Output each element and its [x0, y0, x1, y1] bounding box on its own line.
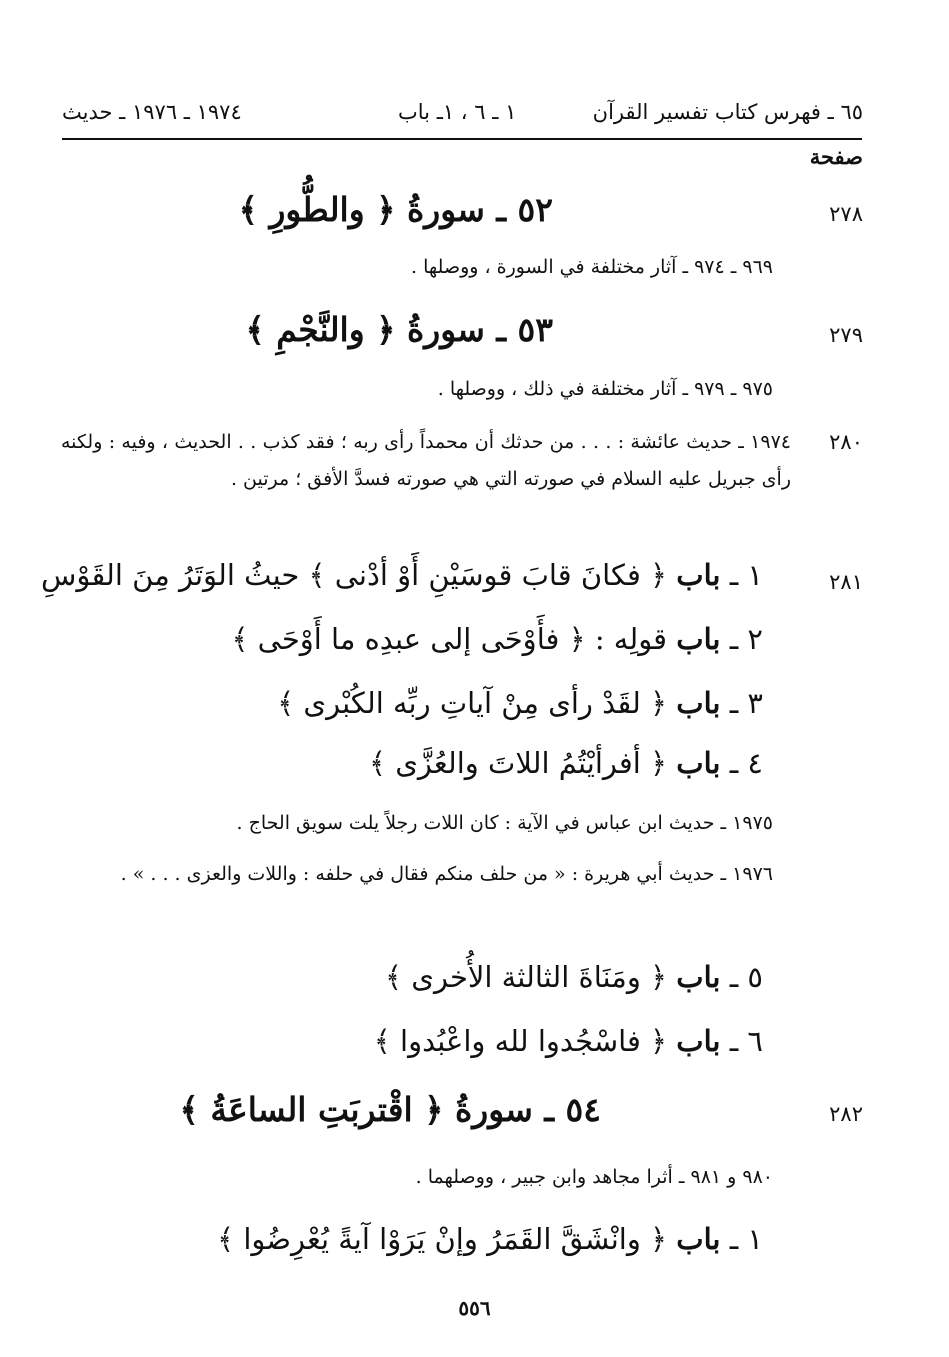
entry-text: ٩٦٩ ـ ٩٧٤ ـ آثار مختلفة في السورة ، ووصلها . — [411, 256, 773, 278]
bab-entry — [385, 960, 763, 994]
bab-word: باب — [676, 558, 721, 592]
bab-number: ١ ـ — [729, 558, 763, 592]
bab-number: ٥ ـ — [729, 960, 763, 994]
bab-entry — [217, 1222, 763, 1256]
bab-number: ٣ ـ — [729, 686, 763, 720]
bab-text: قولِه : ﴿ فأَوْحَى إلى عبدِه ما أَوْحَى ﴾ — [231, 622, 668, 656]
page-column-heading: صفحة — [809, 144, 863, 169]
bab-word: باب — [676, 1024, 721, 1058]
page-number-ref: ٢٨٠ — [829, 430, 863, 454]
bab-text: ﴿ فاسْجُدوا لله واعْبُدوا ﴾ — [373, 1024, 668, 1058]
page-number-ref: ٢٧٨ — [829, 202, 863, 226]
page-number-ref: ٢٨١ — [829, 570, 863, 594]
bab-number: ٢ ـ — [729, 622, 763, 656]
bab-word: باب — [676, 1222, 721, 1256]
surah-heading: ٥٤ ـ سورةُ ﴿ اقْتربَتِ الساعَةُ ﴾ — [179, 1090, 601, 1129]
bab-text: ﴿ فكانَ قابَ قوسَيْنِ أَوْ أدْنى ﴾ حيثُ الوَتَرُ مِنَ القَوْسِ — [40, 558, 668, 592]
running-header-section: ١ ـ ٦ ، ١ـ باب — [398, 100, 517, 124]
bab-text: ﴿ لقَدْ رأى مِنْ آياتِ ربِّه الكُبْرى ﴾ — [277, 686, 668, 720]
bab-number: ٦ ـ — [729, 1024, 763, 1058]
bab-entry — [41, 558, 763, 592]
surah-heading: ٥٣ ـ سورةُ ﴿ والنَّجْمِ ﴾ — [245, 310, 553, 349]
header-rule — [62, 138, 862, 140]
bab-word: باب — [676, 746, 721, 780]
bab-word: باب — [676, 622, 721, 656]
entry-text: ٩٨٠ و ٩٨١ ـ أثرا مجاهد وابن جبير ، ووصلهما . — [415, 1166, 773, 1188]
bab-number: ١ ـ — [729, 1222, 763, 1256]
bab-word: باب — [676, 960, 721, 994]
hadith-paragraph: ١٩٧٤ ـ حديث عائشة : . . . من حدثك أن محمداً رأى ربه ؛ فقد كذب . . الحديث ، وفيه : ولكنه رأى جبريل عليه السلام في صورته التي هي صورته فسدَّ الأفق ؛ مرتين . — [61, 431, 791, 490]
bab-text: ﴿ ومَنَاةَ الثالثة الأُخرى ﴾ — [385, 960, 668, 994]
hadith-paragraph: ١٩٧٦ ـ حديث أبي هريرة : « من حلف منكم فقال في حلفه : واللات والعزى . . . » . — [120, 863, 773, 885]
page-number-ref: ٢٧٩ — [829, 323, 863, 347]
bab-text: ﴿ وانْشَقَّ القَمَرُ وإنْ يَرَوْا آيةً يُعْرِضُوا ﴾ — [217, 1222, 668, 1256]
bab-text: ﴿ أفرأيْتُمُ اللاتَ والعُزَّى ﴾ — [369, 746, 668, 780]
entry-text: ٩٧٥ ـ ٩٧٩ ـ آثار مختلفة في ذلك ، ووصلها . — [437, 378, 773, 400]
bab-word: باب — [676, 686, 721, 720]
running-header-range: ١٩٧٤ ـ ١٩٧٦ ـ حديث — [62, 100, 242, 124]
bab-entry — [369, 746, 763, 780]
bab-entry — [277, 686, 763, 720]
surah-heading: ٥٢ ـ سورةُ ﴿ والطُّورِ ﴾ — [238, 190, 553, 229]
entry-text: ١٩٧٥ ـ حديث ابن عباس في الآية : كان اللات رجلاً يلت سويق الحاج . — [236, 812, 773, 834]
bab-number: ٤ ـ — [729, 746, 763, 780]
bab-entry — [374, 1024, 763, 1058]
bab-entry — [231, 622, 763, 656]
footer-page-number: ٥٥٦ — [458, 1296, 491, 1320]
running-header-title: ٦٥ ـ فهرس كتاب تفسير القرآن — [592, 100, 863, 124]
page-number-ref: ٢٨٢ — [829, 1102, 863, 1126]
